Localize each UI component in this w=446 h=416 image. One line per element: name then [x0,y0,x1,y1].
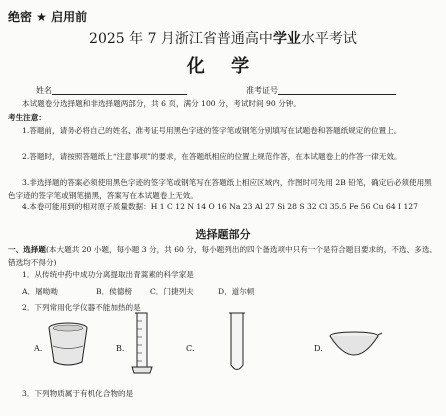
ticket-field [246,86,396,95]
name-blank [52,86,187,95]
question-3-stem: 3．下列物质属于有机化合物的是 [22,389,134,398]
exam-title [0,28,446,48]
exam-title-bold: 学业 [272,31,301,47]
question-2-option-d: D. [314,344,323,353]
question-1-stem: 1．从传统中药中成功分离提取出青蒿素的科学家是 [22,270,194,279]
section-1-instructions: (本大题共 20 小题，每小题 3 分，共 60 分，每小题列出的四个备选项中只有一个是符合题目要求的，不选、多选、错选均不得分) [8,245,437,267]
notice-heading: 考生注意： [8,113,46,122]
name-label: 姓名 [36,86,52,95]
notice-item-2: 2.答题时，请按照答题纸上“注意事项”的要求，在答题纸相应的位置上规范作答，在本试题卷上的作答一律无效。 [22,152,402,161]
part-title: 选择题部分 [195,228,251,241]
intro-text: 本试题卷分选择题和非选择题两部分，共 6 页，满分 100 分，考试时间 90 分钟。 [22,99,301,108]
name-field [36,86,187,95]
section-1-label: 一、选择题 [8,245,46,254]
exam-title-suffix: 水平考试 [300,31,357,47]
crucible-icon [44,320,92,370]
question-1-option-c: C．门捷列夫 [150,287,194,296]
exam-title-prefix: 2025 年 7 月浙江省普通高中 [89,31,273,47]
question-2-option-b: B. [116,344,125,353]
question-1-option-a: A．屠呦呦 [22,287,58,296]
question-1-option-b: B．侯德榜 [96,287,132,296]
evaporating-dish-icon [324,328,384,362]
question-2-option-a: A. [34,344,43,353]
question-2-stem: 2．下列常用化学仪器不能加热的是 [22,303,141,312]
ticket-label: 准考证号 [246,86,278,95]
graduated-cylinder-icon [129,311,155,375]
ticket-blank [278,86,396,95]
question-1-option-d: D．道尔顿 [218,287,255,296]
section-1-heading [8,243,438,269]
notice-item-4: 4.本卷可能用到的相对原子质量数据：H 1 C 12 N 14 O 16 Na 23 Al 27 Si 28 S 32 Cl 35.5 Fe 56 Cu 64 I 127 [22,202,418,211]
question-2-option-c: C. [186,344,195,353]
notice-item-1: 1.答题前，请务必将自己的姓名、准考证号用黑色字迹的签字笔或钢笔分别填写在试题卷和答题纸规定的位置上。 [22,126,402,135]
confidential-label: 绝密 ★ 启用前 [8,10,88,24]
test-tube-icon [226,311,248,375]
notice-item-3: 3.非选择题的答案必须使用黑色字迹的签字笔或钢笔写在答题纸上相应区域内，作图时可先用 2B 铅笔，确定后必须使用黑色字迹的签字笔或钢笔描黑，答案写在本试题卷上无效。 [8,178,432,200]
subject-title: 化 学 [186,56,260,77]
